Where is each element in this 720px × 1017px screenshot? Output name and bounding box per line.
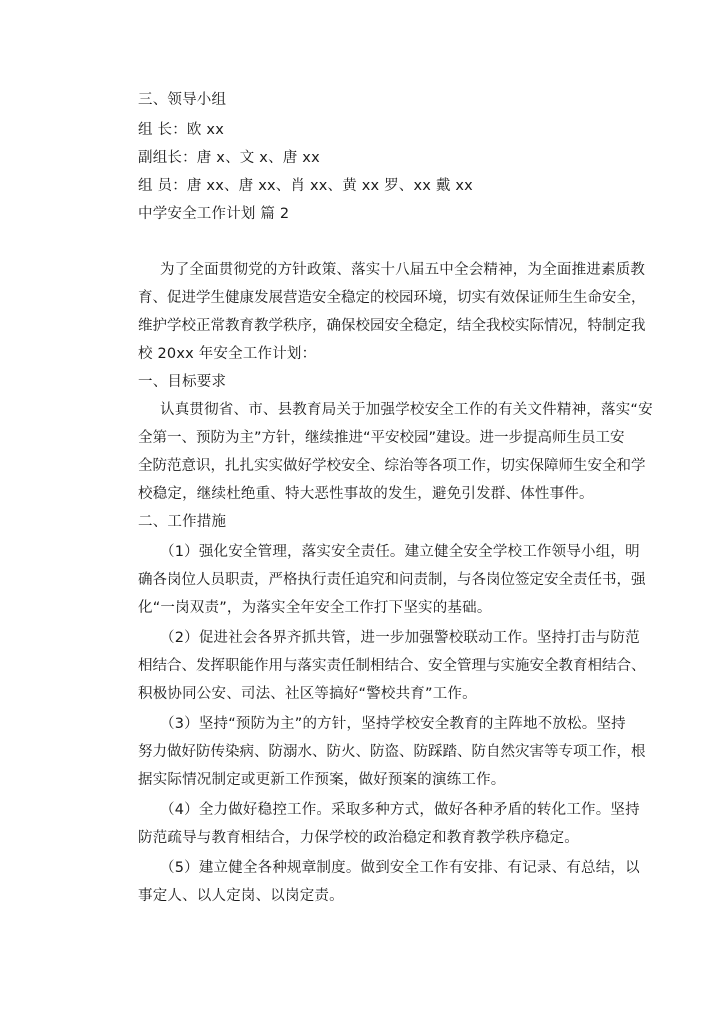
measure-line: 确各岗位人员职责，严格执行责任追究和问责制，与各岗位签定安全责任书，强 [138,572,646,588]
measure-line: （2）促进社会各界齐抓共管，进一步加强警校联动工作。坚持打击与防范 [160,630,640,646]
plan-title: 中学安全工作计划 篇 2 [138,206,290,222]
section1-line: 全第一、预防为主”方针，继续推进“平安校园”建设。进一步提高师生员工安 [138,430,625,446]
measure-line: （1）强化安全管理，落实安全责任。建立健全安全学校工作领导小组，明 [160,544,640,560]
measure-line: 相结合、发挥职能作用与落实责任制相结合、安全管理与实施安全教育相结合、 [138,658,646,674]
intro-line: 育、促进学生健康发展营造安全稳定的校园环境，切实有效保证师生生命安全， [138,290,646,306]
leadership-heading: 三、领导小组 [138,92,227,108]
measure-line: 防范疏导与教育相结合，力保学校的政治稳定和教育教学秩序稳定。 [138,830,579,846]
intro-line: 维护学校正常教育教学秩序，确保校园安全稳定，结全我校实际情况，特制定我 [138,318,646,334]
section1-line: 全防范意识，扎扎实实做好学校安全、综治等各项工作，切实保障师生安全和学 [138,458,646,474]
measure-line: 据实际情况制定或更新工作预案，做好预案的演练工作。 [138,772,506,788]
members-line: 组 员：唐 xx、唐 xx、肖 xx、黄 xx 罗、xx 戴 xx [138,178,473,194]
measure-line: （3）坚持“预防为主”的方针，坚持学校安全教育的主阵地不放松。坚持 [160,716,626,732]
measure-line: 化“一岗双责”，为落实全年安全工作打下坚实的基础。 [138,600,492,616]
section1-line: 认真贯彻省、市、县教育局关于加强学校安全工作的有关文件精神，落实“安 [160,402,653,418]
section2-heading: 二、工作措施 [138,514,227,530]
section1-line: 校稳定，继续杜绝重、特大恶性事故的发生，避免引发群、体性事件。 [138,486,594,502]
measure-line: （5）建立健全各种规章制度。做到安全工作有安排、有记录、有总结，以 [160,860,640,876]
intro-line: 校 20xx 年安全工作计划： [138,346,317,362]
measure-line: （4）全力做好稳控工作。采取多种方式，做好各种矛盾的转化工作。坚持 [160,802,640,818]
deputy-line: 副组长：唐 x、文 x、唐 xx [138,150,320,166]
measure-line: 积极协同公安、司法、社区等搞好“警校共育”工作。 [138,686,477,702]
measure-line: 努力做好防传染病、防溺水、防火、防盗、防踩踏、防自然灾害等专项工作，根 [138,744,646,760]
measure-line: 事定人、以人定岗、以岗定责。 [138,888,344,904]
section1-heading: 一、目标要求 [138,374,227,390]
leader-line: 组 长：欧 xx [138,122,224,138]
intro-line: 为了全面贯彻党的方针政策、落实十八届五中全会精神，为全面推进素质教 [160,262,646,278]
